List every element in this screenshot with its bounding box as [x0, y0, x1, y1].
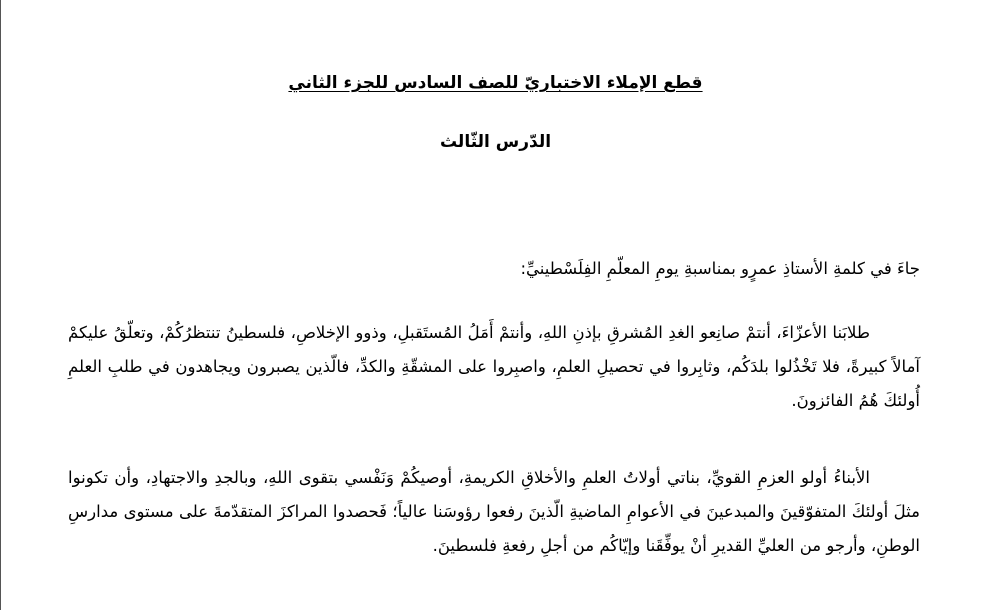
intro-line: جاءَ في كلمةِ الأستاذِ عمرٍو بمناسبةِ يومِ المعلّمِ الفِلَسْطينيِّ:: [520, 259, 920, 278]
document-title-text: قطع الإملاء الاختباريّ للصف السادس للجزء الثاني: [288, 73, 703, 93]
document-title: [0, 70, 991, 96]
lesson-title: الدّرس الثّالث: [439, 132, 552, 152]
paragraph-1: طلابَنا الأعزّاءَ، أنتمْ صانِعو الغدِ المُشرقِ بإذنِ اللهِ، وأنتمْ أَمَلُ المُستَقبلِ، وذوو الإخلاصِ، فلسطينُ تنتظرُكُمْ، وتعلّقُ عليكمْ آمالاً كبيرةً، فلا تَخْذُلوا بلدَكُم، وثابِروا في تحصيلِ العلمِ، واصبِروا على المشقّةِ والكدِّ، فالّذين يصبرون ويجاهدون في طلبِ العلمِ أُولئكَ هُمُ الفائزونَ.: [68, 323, 920, 410]
paragraph-2: الأبناءُ أولو العزمِ القويِّ، بناتي أولاتُ العلمِ والأخلاقِ الكريمةِ، أوصيكُمْ وَنَفْسي بتقوى اللهِ، وبالجدِ والاجتهادِ، وأن تكونوا مثلَ أولئكَ المتفوّقينَ والمبدعينَ في الأعوامِ الماضيةِ الّذينَ رفعوا رؤوسَنا عالياً؛ فَحصدوا المراكزَ المتقدّمةَ على مستوى مدارسِ الوطنِ، وأرجو من العليِّ القديرِ أنْ يوفِّقَنا وإيّاكُم من أجلِ رفعةِ فلسطينَ.: [68, 468, 920, 555]
